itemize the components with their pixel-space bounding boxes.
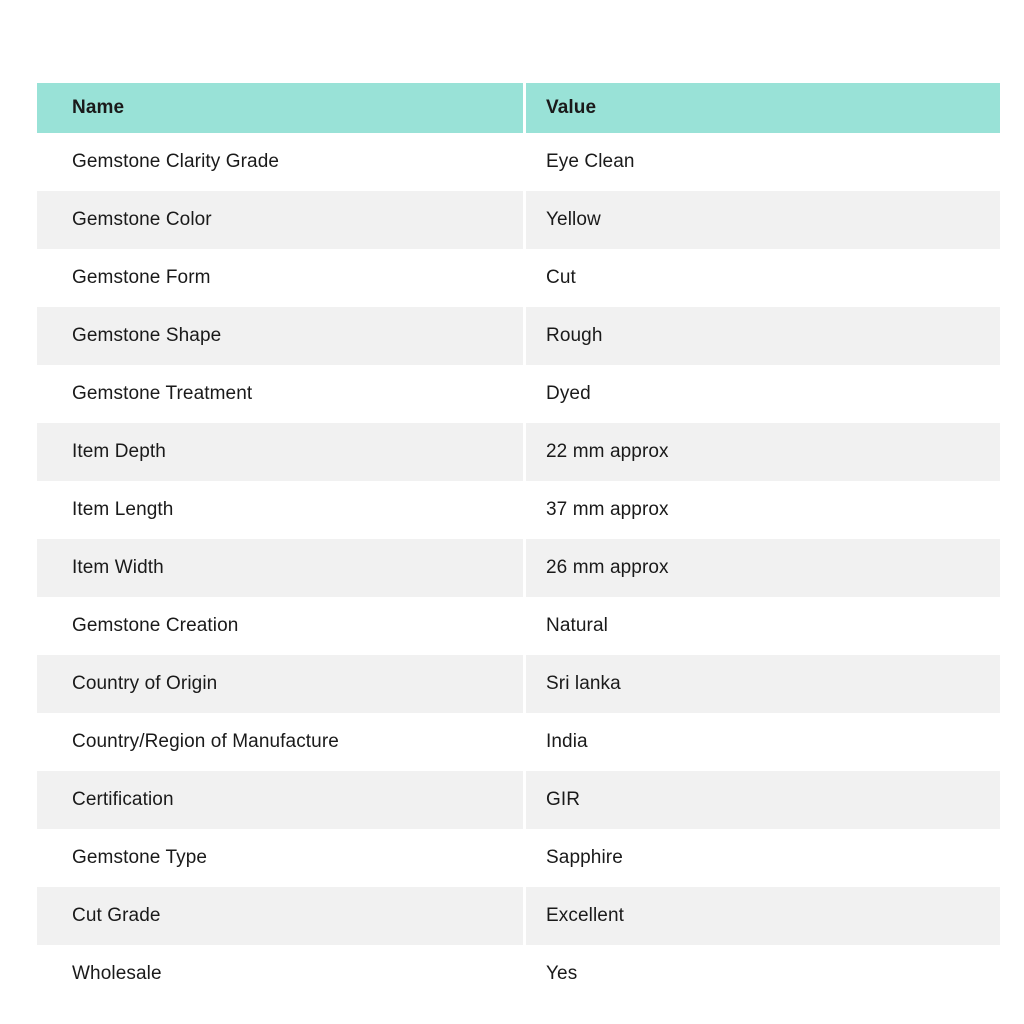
row-value-cell (526, 307, 1000, 365)
row-name-cell (37, 539, 523, 597)
table-row (37, 481, 1000, 539)
header-value-label: Value (546, 97, 597, 118)
row-name-label: Gemstone Type (72, 847, 208, 868)
row-name-cell (37, 307, 523, 365)
row-value-cell (526, 887, 1000, 945)
row-value-label: 26 mm approx (546, 557, 669, 578)
row-name-label: Wholesale (72, 963, 162, 984)
table-row (37, 307, 1000, 365)
row-name-cell (37, 713, 523, 771)
table-row (37, 133, 1000, 191)
table-row (37, 191, 1000, 249)
row-name-cell (37, 133, 523, 191)
row-name-cell (37, 655, 523, 713)
row-name-cell (37, 481, 523, 539)
row-name-label: Gemstone Form (72, 267, 211, 288)
header-value-cell (526, 83, 1000, 133)
table-row (37, 771, 1000, 829)
row-value-label: Sri lanka (546, 673, 621, 694)
row-value-cell (526, 191, 1000, 249)
row-name-cell (37, 771, 523, 829)
row-name-label: Gemstone Treatment (72, 383, 253, 404)
table-row (37, 365, 1000, 423)
table-row (37, 655, 1000, 713)
header-name-cell (37, 83, 523, 133)
row-name-label: Cut Grade (72, 905, 161, 926)
row-value-label: Yes (546, 963, 578, 984)
row-name-label: Gemstone Color (72, 209, 212, 230)
row-name-label: Gemstone Clarity Grade (72, 151, 280, 172)
header-name-label: Name (72, 97, 125, 118)
row-name-cell (37, 423, 523, 481)
row-name-label: Certification (72, 789, 174, 810)
row-name-label: Item Depth (72, 441, 166, 462)
row-name-cell (37, 597, 523, 655)
table-row (37, 539, 1000, 597)
row-value-cell (526, 829, 1000, 887)
row-value-label: 37 mm approx (546, 499, 669, 520)
row-value-cell (526, 771, 1000, 829)
row-value-label: Eye Clean (546, 151, 635, 172)
row-name-cell (37, 365, 523, 423)
row-name-label: Country of Origin (72, 673, 218, 694)
row-value-label: India (546, 731, 588, 752)
row-name-label: Gemstone Creation (72, 615, 239, 636)
table-row (37, 945, 1000, 1003)
row-name-cell (37, 829, 523, 887)
table-row (37, 249, 1000, 307)
row-value-cell (526, 249, 1000, 307)
row-name-label: Gemstone Shape (72, 325, 222, 346)
row-name-label: Item Width (72, 557, 164, 578)
row-value-label: Sapphire (546, 847, 623, 868)
row-value-label: Excellent (546, 905, 624, 926)
table-row (37, 829, 1000, 887)
row-value-cell (526, 133, 1000, 191)
row-name-cell (37, 191, 523, 249)
row-value-label: Yellow (546, 209, 601, 230)
row-value-label: 22 mm approx (546, 441, 669, 462)
table-header-row (37, 83, 1000, 133)
row-value-label: Dyed (546, 383, 591, 404)
table-body (37, 133, 1000, 1003)
row-value-cell (526, 423, 1000, 481)
table-row (37, 887, 1000, 945)
row-value-cell (526, 713, 1000, 771)
row-value-cell (526, 481, 1000, 539)
gemstone-spec-table (37, 83, 1000, 1003)
table-row (37, 423, 1000, 481)
row-value-label: Rough (546, 325, 603, 346)
row-value-label: Cut (546, 267, 576, 288)
row-value-cell (526, 945, 1000, 1003)
row-value-cell (526, 365, 1000, 423)
row-name-cell (37, 887, 523, 945)
table-row (37, 597, 1000, 655)
row-name-label: Item Length (72, 499, 174, 520)
row-value-label: Natural (546, 615, 608, 636)
row-name-label: Country/Region of Manufacture (72, 731, 339, 752)
row-value-cell (526, 655, 1000, 713)
row-value-label: GIR (546, 789, 581, 810)
row-name-cell (37, 249, 523, 307)
row-value-cell (526, 539, 1000, 597)
row-value-cell (526, 597, 1000, 655)
table-row (37, 713, 1000, 771)
row-name-cell (37, 945, 523, 1003)
